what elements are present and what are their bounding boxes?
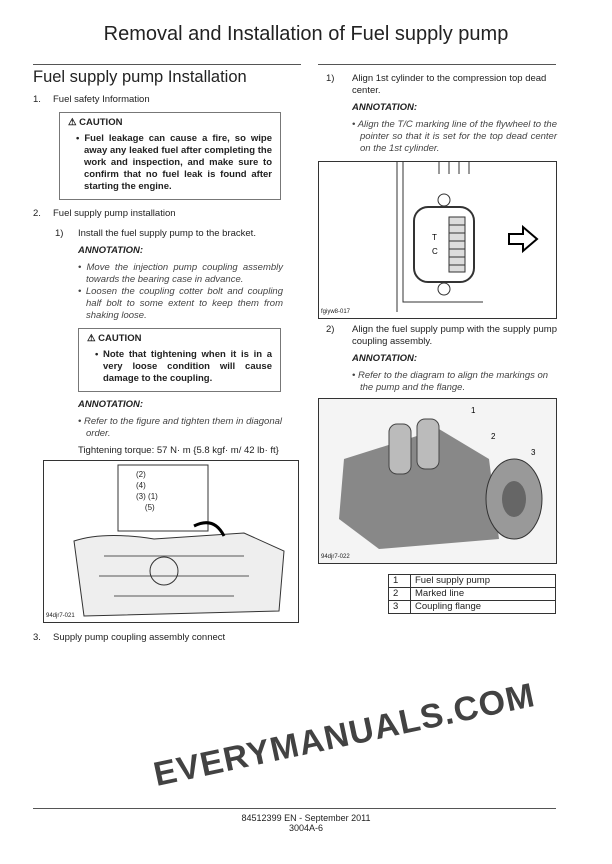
warning-icon: ⚠ bbox=[68, 117, 77, 128]
annotation-text: Align the T/C marking line of the flywheel to the pointer so that it is set for the top dead center on the 1st cylinder. bbox=[357, 119, 557, 154]
step-2 bbox=[318, 324, 557, 348]
table-row: 2 Marked line bbox=[389, 588, 556, 601]
step-1 bbox=[318, 73, 557, 97]
caution-label: CAUTION bbox=[79, 117, 123, 128]
step-1-details bbox=[352, 102, 557, 155]
flywheel-illustration bbox=[319, 162, 556, 318]
caution-text: • Fuel leakage can cause a fire, so wipe away any leaked fuel after completing the work and inspection, and make sure to confirm that no fuel leak is found after starting the engine. bbox=[76, 133, 272, 192]
caution-box bbox=[78, 328, 281, 392]
figure-id: 94djr7-021 bbox=[46, 613, 75, 619]
step-text: Install the fuel supply pump to the bracket. bbox=[78, 228, 256, 239]
mark-t: T bbox=[432, 233, 437, 242]
step-text: Align 1st cylinder to the compression top dead center. bbox=[352, 73, 547, 96]
step-2-details bbox=[352, 353, 557, 394]
figure-id: fgiyw8-017 bbox=[321, 309, 351, 315]
annotation-item: • Refer to the figure and tighten them in diagonal order. bbox=[78, 416, 283, 439]
callout-3: 3 bbox=[531, 448, 536, 457]
arrow-right-icon bbox=[509, 227, 537, 251]
annotation-item: • Refer to the diagram to align the markings on the pump and the flange. bbox=[352, 370, 549, 393]
annotation-heading: ANNOTATION: bbox=[78, 399, 144, 410]
page-number: 3004A-6 bbox=[288, 823, 324, 833]
list-item-2 bbox=[33, 208, 301, 220]
divider bbox=[33, 64, 301, 65]
figure-pump-bolts bbox=[43, 460, 299, 623]
mark-c: C bbox=[432, 247, 438, 256]
list-item-1 bbox=[33, 94, 301, 106]
step-text: Align the fuel supply pump with the supply pump coupling assembly. bbox=[352, 324, 557, 347]
list-item-text: Fuel safety Information bbox=[53, 94, 150, 105]
table-row: 1 Fuel supply pump bbox=[389, 575, 556, 588]
list-number: 1. bbox=[33, 94, 41, 105]
caution-box bbox=[59, 112, 281, 200]
warning-icon: ⚠ bbox=[87, 333, 96, 344]
annotation-heading: ANNOTATION: bbox=[352, 102, 418, 113]
step-1 bbox=[33, 228, 301, 240]
list-item-text: Supply pump coupling assembly connect bbox=[53, 632, 226, 643]
list-number: 3. bbox=[33, 632, 41, 643]
footer-divider bbox=[33, 808, 556, 809]
step-number: 1) bbox=[55, 228, 64, 239]
list-item-text: Fuel supply pump installation bbox=[53, 208, 176, 219]
annotation-item: Move the injection pump coupling assembly towards the bearing case in advance. bbox=[86, 262, 284, 285]
engine-illustration bbox=[44, 461, 298, 622]
figure-id: 94djr7-022 bbox=[321, 554, 350, 560]
annotation-item: Loosen the coupling cotter bolt and coupling half bolt to some extent to keep them from shaking loose. bbox=[85, 286, 283, 321]
step-number: 1) bbox=[326, 73, 335, 84]
legend-table bbox=[388, 574, 556, 614]
right-column bbox=[318, 73, 557, 614]
annotation-text: Refer to the diagram to align the markings on the pump and the flange. bbox=[357, 370, 549, 393]
table-row: 3 Coupling flange bbox=[389, 601, 556, 614]
annotation-item: • Align the T/C marking line of the flywheel to the pointer so that it is set for the top dead center on the 1st cylinder. bbox=[352, 119, 557, 154]
annotation-list: • Move the injection pump coupling assembly towards the bearing case in advance. • Loosen the coupling cotter bolt and coupling half bolt to some extent to keep them from shaking loose. bbox=[78, 262, 284, 321]
callout-2: 2 bbox=[491, 432, 496, 441]
step-1-details bbox=[78, 245, 283, 457]
step-number: 2) bbox=[326, 324, 335, 335]
annotation-heading: ANNOTATION: bbox=[352, 353, 418, 364]
document-number: 84512399 EN - September 2011 bbox=[241, 813, 371, 823]
page-title: Removal and Installation of Fuel supply pump bbox=[103, 23, 509, 45]
torque-spec: Tightening torque: 57 N· m {5.8 kgf· m/ 42 lb· ft} bbox=[78, 445, 279, 456]
figure-pump-photo bbox=[318, 398, 557, 564]
annotation-text: Refer to the figure and tighten them in diagonal order. bbox=[83, 416, 283, 439]
caution-text: • Note that tightening when it is in a very loose condition will cause damage to the coupling. bbox=[95, 349, 272, 384]
caution-label: CAUTION bbox=[98, 333, 142, 344]
figure-flywheel bbox=[318, 161, 557, 319]
divider bbox=[318, 64, 556, 65]
list-item-3 bbox=[33, 632, 301, 644]
annotation-heading: ANNOTATION: bbox=[78, 245, 144, 256]
left-column bbox=[33, 94, 301, 644]
figure-callouts: (2) (4) (3) (1) (5) bbox=[136, 470, 158, 512]
pump-photo bbox=[319, 399, 556, 563]
callout-1: 1 bbox=[471, 406, 476, 415]
watermark: EVERYMANUALS.COM bbox=[150, 676, 539, 794]
footer bbox=[0, 813, 612, 833]
list-number: 2. bbox=[33, 208, 41, 219]
section-title: Fuel supply pump Installation bbox=[33, 68, 247, 86]
